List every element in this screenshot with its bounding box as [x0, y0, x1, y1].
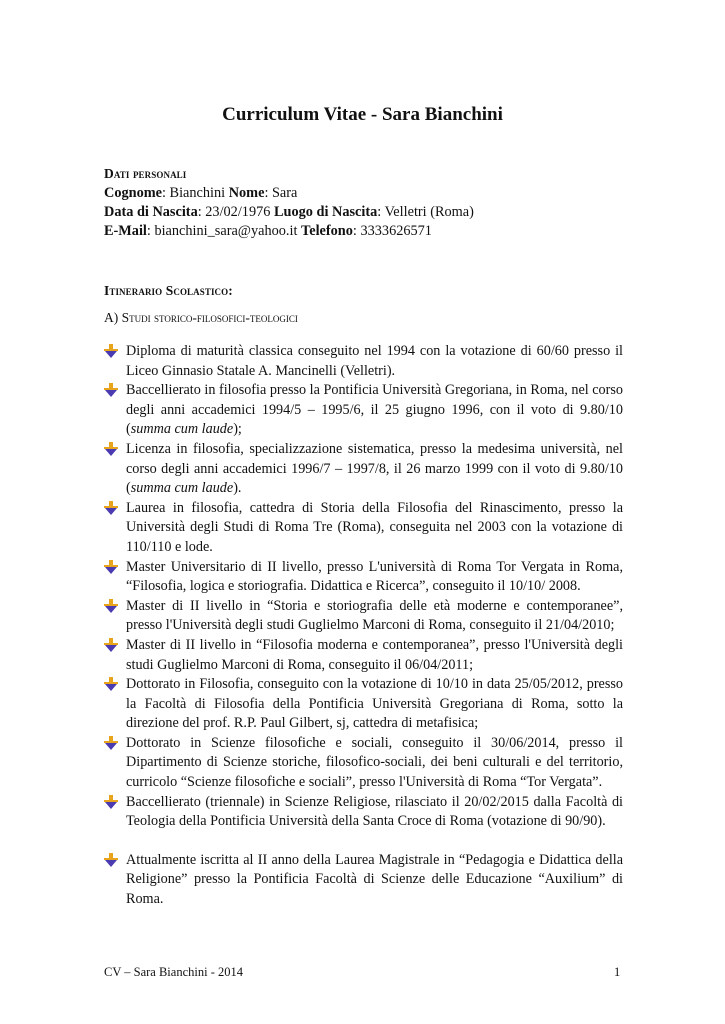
- personal-data: [104, 184, 474, 241]
- arrow-down-bullet-icon: [104, 677, 118, 691]
- arrow-down-bullet-icon: [104, 501, 118, 515]
- cognome-value: Bianchini: [169, 185, 226, 201]
- arrow-down-bullet-icon: [104, 344, 118, 358]
- list-item: Diploma di maturità classica conseguito nel 1994 con la votazione di 60/60 presso il Liceo Ginnasio Statale A. Mancinelli (Velletri).: [104, 342, 623, 381]
- personal-heading: Dati personali: [104, 166, 187, 181]
- itinerario-subheading: A) Studi storico-filosofici-teologici: [104, 310, 298, 325]
- itinerario-heading: Itinerario Scolastico:: [104, 283, 233, 298]
- list-item: Dottorato in Filosofia, conseguito con la votazione di 10/10 in data 25/05/2012, presso la Facoltà di Filosofia della Pontificia Università Gregoriana di Roma, sotto la direzione del prof. R.P. Paul Gilbert, sj, cattedra di metafisica;: [104, 675, 623, 734]
- arrow-down-bullet-icon: [104, 736, 118, 750]
- telefono-value: 3333626571: [360, 223, 432, 239]
- telefono-label: Telefono: [301, 223, 353, 239]
- contact-line: E-Mail: bianchini_sara@yahoo.it Telefono: 3333626571: [104, 223, 432, 239]
- arrow-down-bullet-icon: [104, 795, 118, 809]
- page-title: Curriculum Vitae - Sara Bianchini: [222, 104, 503, 125]
- cognome-label: Cognome: [104, 185, 162, 201]
- arrow-down-bullet-icon: [104, 599, 118, 613]
- list-item: Laurea in filosofia, cattedra di Storia della Filosofia del Rinascimento, presso la Università degli Studi di Roma Tre (Roma), conseguita nel 2003 con la votazione di 110/110 e lode.: [104, 499, 623, 558]
- birth-line: Data di Nascita: 23/02/1976 Luogo di Nascita: Velletri (Roma): [104, 204, 474, 220]
- nome-label: Nome: [228, 185, 265, 201]
- arrow-down-bullet-icon: [104, 853, 118, 867]
- arrow-down-bullet-icon: [104, 560, 118, 574]
- list-item: Baccellierato (triennale) in Scienze Religiose, rilasciato il 20/02/2015 dalla Facoltà di Teologia della Pontificia Università della Santa Croce di Roma (votazione di 90/90).: [104, 793, 623, 832]
- education-list: [104, 342, 623, 910]
- list-item: Baccellierato in filosofia presso la Pontificia Università Gregoriana, in Roma, nel corso degli anni accademici 1994/5 – 1995/6, il 25 giugno 1996, con il voto di 9.80/10 (summa cum laude);: [104, 381, 623, 440]
- arrow-down-bullet-icon: [104, 442, 118, 456]
- list-item: Licenza in filosofia, specializzazione sistematica, presso la medesima università, nel corso degli anni accademici 1996/7 – 1997/8, il 26 marzo 1999 con il voto di 9.80/10 (summa cum laude).: [104, 440, 623, 499]
- page-number: 1: [614, 965, 621, 979]
- nascita-label: Data di Nascita: [104, 204, 198, 220]
- list-item: Dottorato in Scienze filosofiche e sociali, conseguito il 30/06/2014, presso il Dipartimento di Scienze storiche, filosofico-sociali, dei beni culturali e del territorio, curricolo “Scienze filosofiche e sociali”, presso l'Università di Roma “Tor Vergata”.: [104, 734, 623, 793]
- list-item: Master di II livello in “Storia e storiografia delle età moderne e contemporanee”, presso l'Università degli studi Guglielmo Marconi di Roma, conseguito il 21/04/2010;: [104, 597, 623, 636]
- footer-text: CV – Sara Bianchini - 2014: [104, 965, 243, 979]
- list-item: Master di II livello in “Filosofia moderna e contemporanea”, presso l'Università degli studi Guglielmo Marconi di Roma, conseguito il 06/04/2011;: [104, 636, 623, 675]
- arrow-down-bullet-icon: [104, 638, 118, 652]
- name-line: Cognome: Bianchini Nome: Sara: [104, 185, 298, 201]
- luogo-value: Velletri (Roma): [384, 204, 474, 220]
- email-value[interactable]: bianchini_sara@yahoo.it: [154, 223, 298, 239]
- email-label: E-Mail: [104, 223, 147, 239]
- nome-value: Sara: [271, 185, 298, 201]
- list-item: Master Universitario di II livello, presso L'università di Roma Tor Vergata in Roma, “Filosofia, logica e storiografia. Didattica e Ricerca”, conseguito il 10/10/ 2008.: [104, 558, 623, 597]
- nascita-value: 23/02/1976: [205, 204, 271, 220]
- arrow-down-bullet-icon: [104, 383, 118, 397]
- luogo-label: Luogo di Nascita: [273, 204, 378, 220]
- list-item: Attualmente iscritta al II anno della Laurea Magistrale in “Pedagogia e Didattica della Religione” presso la Pontificia Facoltà di Scienze delle Educazione “Auxilium” di Roma.: [104, 851, 623, 910]
